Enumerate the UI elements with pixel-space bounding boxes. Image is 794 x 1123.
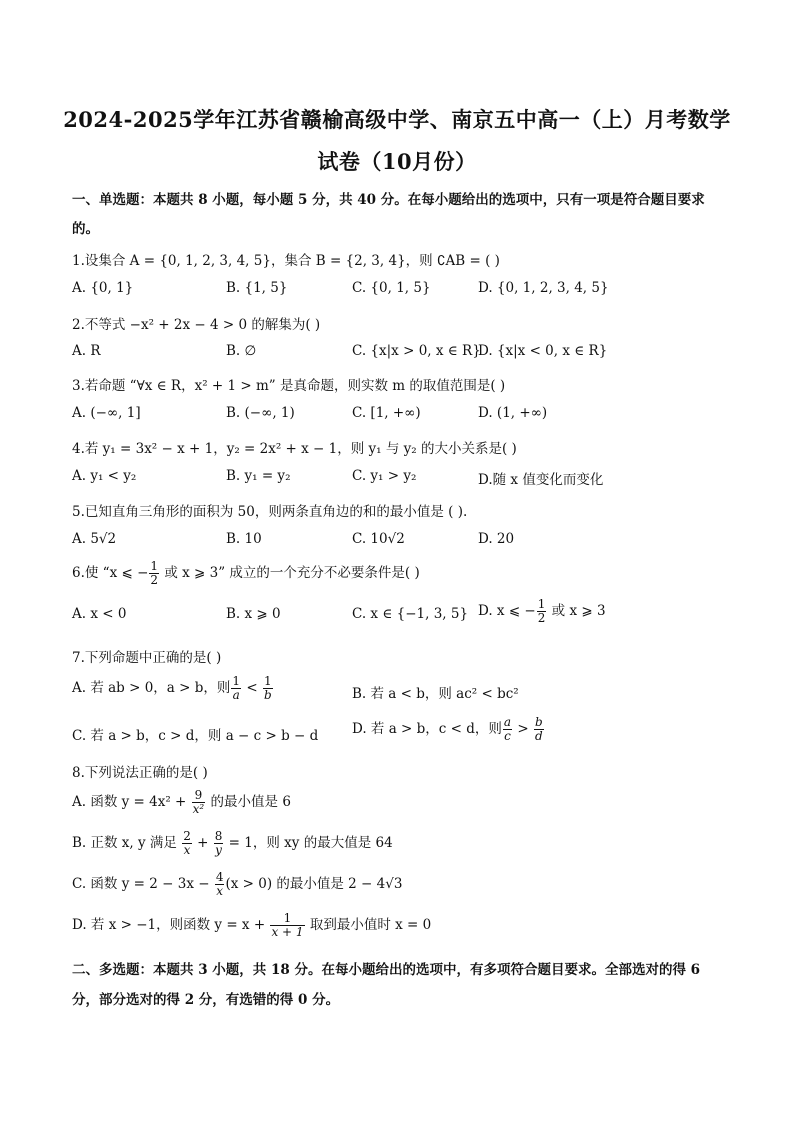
- question-8-option-c-pre: C. 函数 y = 2 − 3x −: [72, 876, 214, 892]
- question-6-stem: [72, 560, 420, 587]
- question-8-option-a-post: 的最小值是 6: [206, 794, 291, 810]
- question-7-option-d: D. 若 a > b，c < d，则 $\frac{a}{c}$ > $\frac{b}{d}$: [352, 715, 543, 743]
- question-3-option-d: D. (1, +∞): [478, 405, 548, 421]
- question-5-option-c: C. 10√2: [352, 531, 405, 547]
- question-7-stem: 7.下列命题中正确的是( ): [72, 650, 222, 666]
- fraction-denominator: 2: [150, 573, 159, 587]
- question-7-option-d-pre: D. 若 a > b，c < d，则: [352, 721, 502, 737]
- fraction-9-over-x2: $\frac{9}{\text{x²}}$: [192, 788, 205, 816]
- question-6-option-d-post: 或 x ⩾ 3: [547, 603, 606, 619]
- question-4-option-c: C. y₁ > y₂: [352, 468, 417, 484]
- question-6-option-a: A. x < 0: [72, 606, 127, 622]
- question-5-option-d: D. 20: [478, 531, 515, 547]
- question-3-option-a: A. (−∞, 1]: [72, 405, 141, 421]
- question-5-stem: 5.已知直角三角形的面积为 50，则两条直角边的和的最小值是 ( ).: [72, 504, 468, 520]
- question-7-option-b: B. 若 a < b，则 ac² < bc²: [352, 686, 519, 702]
- question-4-option-b: B. y₁ = y₂: [226, 468, 291, 484]
- question-4-option-a: A. y₁ < y₂: [72, 468, 137, 484]
- question-5-option-a: A. 5√2: [72, 531, 117, 547]
- question-8-option-b-post: = 1，则 xy 的最大值是 64: [224, 835, 393, 851]
- question-8-option-a-pre: A. 函数 y = 4x² +: [72, 794, 191, 810]
- question-6-option-b: B. x ⩾ 0: [226, 606, 281, 622]
- question-2-option-a: A. R: [72, 343, 101, 359]
- exam-title-line1: 2024-2025学年江苏省赣榆高级中学、南京五中高一（上）月考数学: [63, 107, 731, 132]
- question-3-option-c: C. [1, +∞): [352, 405, 421, 421]
- fraction-numerator: 1: [537, 597, 546, 611]
- fraction-one-half: [149, 560, 159, 587]
- question-2-option-d: D. {x|x < 0, x ∈ R}: [478, 343, 608, 359]
- question-4-stem: 4.若 y₁ = 3x² − x + 1，y₂ = 2x² + x − 1，则 y₁ 与 y₂ 的大小关系是( ): [72, 441, 517, 457]
- section2-heading-cont: 分，部分选对的得 2 分，有选错的得 0 分。: [72, 992, 340, 1008]
- fraction-one-half: [537, 598, 547, 625]
- question-8-option-b-pre: B. 正数 x, y 满足: [72, 835, 182, 851]
- question-7-option-c: C. 若 a > b，c > d，则 a − c > b − d: [72, 728, 319, 744]
- section2-heading: 二、多选题：本题共 3 小题，共 18 分。在每小题给出的选项中，有多项符合题目要求。全部选对的得 6: [72, 962, 701, 978]
- fraction-2-over-x: $\frac{2}{x}$: [183, 829, 191, 857]
- question-3-option-b: B. (−∞, 1): [226, 405, 295, 421]
- question-1-option-d: D. {0, 1, 2, 3, 4, 5}: [478, 280, 609, 296]
- question-6-stem-post: 或 x ⩾ 3” 成立的一个充分不必要条件是( ): [160, 565, 420, 581]
- fraction-b-over-d: $\frac{b}{d}$: [534, 715, 543, 743]
- question-2-option-c: C. {x|x > 0, x ∈ R}: [352, 343, 481, 359]
- question-2-option-b: B. ∅: [226, 343, 257, 359]
- fraction-1-over-a: $\frac{1}{a}$: [232, 674, 241, 702]
- question-6-option-d: [478, 598, 606, 625]
- question-5-option-b: B. 10: [226, 531, 262, 547]
- question-8-option-c-post: (x > 0) 的最小值是 2 − 4√3: [225, 876, 403, 892]
- section1-heading-cont: 的。: [72, 221, 99, 237]
- question-8-option-d-post: 取到最小值时 x = 0: [305, 917, 432, 933]
- fraction-8-over-y: $\frac{8}{y}$: [214, 829, 223, 857]
- question-7-option-a: A. 若 ab > 0，a > b，则 $\frac{1}{a}$ < $\frac{1}{b}$: [72, 674, 272, 702]
- fraction-1-over-b: $\frac{1}{b}$: [263, 674, 272, 702]
- question-6-stem-pre: 6.使 “x ⩽ −: [72, 565, 149, 581]
- question-7-option-a-pre: A. 若 ab > 0，a > b，则: [72, 680, 231, 696]
- section1-heading: 一、单选题：本题共 8 小题，每小题 5 分，共 40 分。在每小题给出的选项中，只有一项是符合题目要求: [72, 192, 705, 208]
- question-8-stem: 8.下列说法正确的是( ): [72, 765, 208, 781]
- question-1-stem: 1.设集合 A = {0, 1, 2, 3, 4, 5}，集合 B = {2, 3, 4}，则 ∁AB = ( ): [72, 253, 500, 269]
- fraction-a-over-c: $\frac{a}{c}$: [503, 715, 512, 743]
- question-6-option-d-pre: D. x ⩽ −: [478, 603, 536, 619]
- exam-title-line2: 试卷（10月份）: [317, 149, 477, 174]
- question-6-option-c: C. x ∈ {−1, 3, 5}: [352, 606, 469, 622]
- question-8-option-a: [72, 789, 291, 816]
- fraction-numerator: 1: [150, 559, 159, 573]
- question-3-stem: 3.若命题 “∀x ∈ R，x² + 1 > m” 是真命题，则实数 m 的取值范围是( ): [72, 378, 506, 394]
- question-8-option-d: [72, 912, 431, 939]
- question-8-option-d-pre: D. 若 x > −1，则函数 y = x +: [72, 917, 270, 933]
- question-1-option-c: C. {0, 1, 5}: [352, 280, 431, 296]
- fraction-1-over-x-plus-1: $\frac{1}{x + 1}$: [271, 911, 304, 939]
- question-8-option-c: [72, 871, 402, 898]
- fraction-4-over-x: $\frac{4}{x}$: [215, 870, 224, 898]
- question-8-option-b: B. 正数 x, y 满足 $\frac{2}{x}$ + $\frac{8}{y}$ = 1，则 xy 的最大值是 64: [72, 829, 393, 857]
- fraction-denominator: 2: [537, 611, 546, 625]
- question-4-option-d: D.随 x 值变化而变化: [478, 472, 604, 488]
- question-1-option-a: A. {0, 1}: [72, 280, 134, 296]
- question-1-option-b: B. {1, 5}: [226, 280, 288, 296]
- question-2-stem: 2.不等式 −x² + 2x − 4 > 0 的解集为( ): [72, 317, 321, 333]
